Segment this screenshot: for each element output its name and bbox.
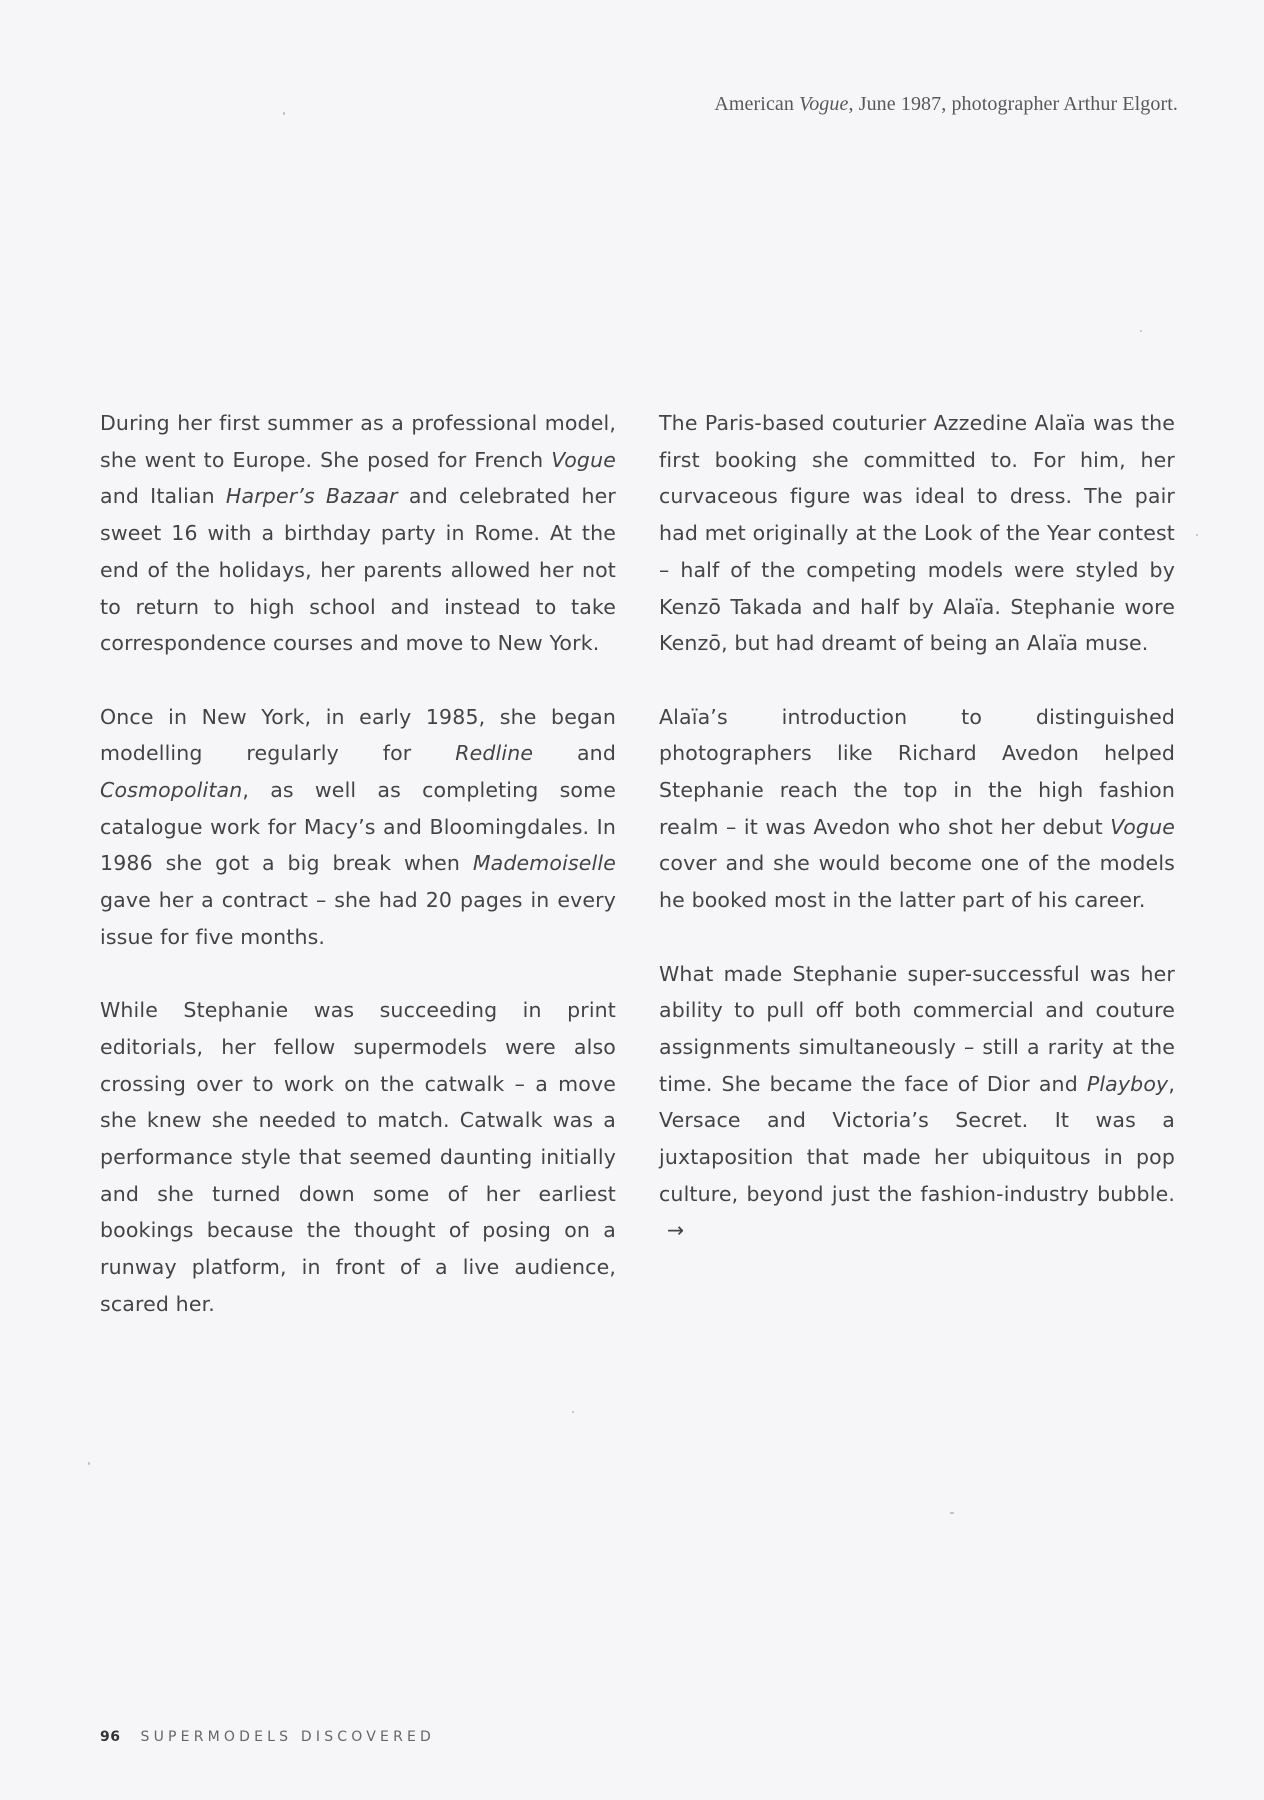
photo-caption (714, 93, 1178, 116)
body-text: , as well as completing some catalogue work for Macy’s and Bloomingdales. In 1986 she got a big break when (100, 778, 616, 876)
left-text-column (100, 405, 616, 1323)
paragraph (100, 992, 616, 1322)
paragraph (659, 699, 1175, 919)
body-text: What made Stephanie super-successful was her ability to pull off both commercial and couture assignments simultaneously – still a rarity at the time. She became the face of Dior and (659, 961, 1175, 1096)
body-text: Once in New York, in early 1985, she began modelling regularly for (100, 704, 616, 766)
scan-speck (88, 1462, 90, 1465)
body-text: The Paris-based couturier Azzedine Alaïa was the first booking she committed to. For him, her curvaceous figure was ideal to dress. The pair had met originally at the Look of the Year contest – half of the competing models were styled by Kenzō Takada and half by Alaïa. Stephanie wore Kenzō, but had dreamt of being an Alaïa muse. (659, 411, 1175, 656)
body-text: and (533, 741, 616, 766)
body-text: Alaïa’s introduction to distinguished photographers like Richard Avedon helped Stephanie reach the top in the high fashion realm – it was Avedon who shot her debut (659, 704, 1175, 839)
scan-speck (283, 112, 285, 115)
italic-title-text: Vogue (1110, 814, 1175, 839)
italic-title-text: Redline (455, 741, 534, 766)
scan-speck (1140, 330, 1142, 332)
paragraph (100, 699, 616, 956)
italic-title-text: Cosmopolitan (100, 778, 243, 803)
paragraph (659, 956, 1175, 1250)
caption-suffix: , June 1987, photographer Arthur Elgort. (848, 93, 1178, 115)
body-text: , Versace and Victoria’s Secret. It was a juxtaposition that made her ubiquitous in pop culture, beyond just the fashion-industry bubble. (659, 1071, 1175, 1206)
arrow-right-icon: → (667, 1218, 685, 1243)
scan-speck (572, 1411, 574, 1413)
italic-title-text: Harper’s Bazaar (225, 484, 398, 509)
right-text-column (659, 405, 1175, 1249)
paragraph (659, 405, 1175, 662)
caption-magazine: Vogue (799, 93, 849, 115)
italic-title-text: Playboy (1086, 1071, 1169, 1096)
italic-title-text: Mademoiselle (472, 851, 616, 876)
caption-prefix: American (714, 93, 800, 115)
scan-speck (1196, 534, 1198, 536)
scan-speck (950, 1512, 954, 1514)
paragraph (100, 405, 616, 662)
body-text: gave her a contract – she had 20 pages in every issue for five months. (100, 888, 616, 949)
body-text: While Stephanie was succeeding in print editorials, her fellow supermodels were also crossing over to work on the catwalk – a move she knew she needed to match. Catwalk was a performance style that seemed daunting initially and she turned down some of her earliest bookings because the thought of posing on a runway platform, in front of a live audience, scared her. (100, 998, 616, 1316)
page-footer (100, 1729, 435, 1745)
body-text: cover and she would become one of the models he booked most in the latter part of his career. (659, 851, 1175, 913)
page-number: 96 (100, 1729, 121, 1745)
body-text: and celebrated her sweet 16 with a birthday party in Rome. At the end of the holidays, her parents allowed her not to return to high school and instead to take correspondence courses and move to New York. (100, 484, 616, 656)
running-title: SUPERMODELS DISCOVERED (140, 1729, 436, 1745)
body-text: During her first summer as a professional model, she went to Europe. She posed for French (100, 411, 616, 472)
body-text: and Italian (100, 484, 226, 509)
italic-title-text: Vogue (551, 447, 616, 472)
